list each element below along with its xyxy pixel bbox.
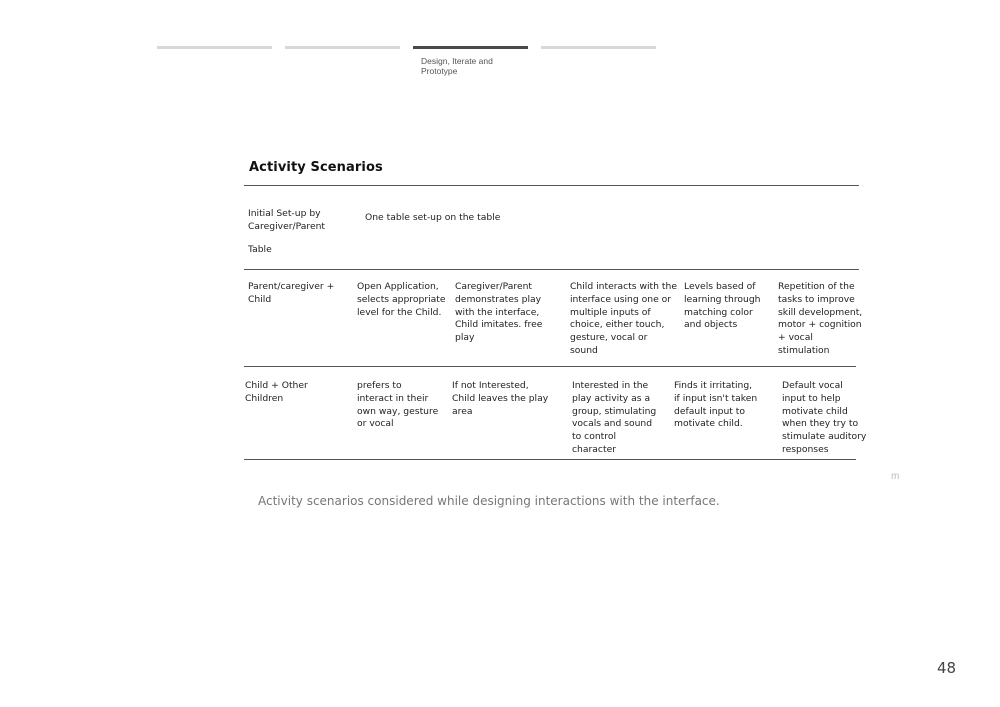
- setup-sublabel: Table: [248, 244, 272, 255]
- header-divider: [244, 185, 859, 186]
- stray-mark: m: [891, 471, 900, 482]
- row-actor: Parent/caregiver + Child: [248, 281, 335, 305]
- page-number: 48: [937, 659, 957, 677]
- row-step: Repetition of the tasks to improve skill development, motor + cognition + vocal stimulation: [778, 281, 863, 356]
- progress-step-label: Design, Iterate and Prototype: [421, 56, 493, 76]
- row-step: Caregiver/Parent demonstrates play with the interface, Child imitates. free play: [455, 281, 543, 344]
- row-divider-3: [244, 459, 856, 460]
- row-divider-2: [244, 366, 856, 367]
- row-step: Open Application, selects appropriate level for the Child.: [357, 281, 446, 318]
- section-title: Activity Scenarios: [249, 160, 383, 175]
- row-step: prefers to interact in their own way, gesture or vocal: [357, 380, 439, 430]
- setup-description: One table set-up on the table: [365, 212, 501, 223]
- figure-caption: Activity scenarios considered while designing interactions with the interface.: [258, 494, 720, 508]
- row-step: If not Interested, Child leaves the play area: [452, 380, 549, 417]
- row-step: Finds it irritating, if input isn't taken default input to motivate child.: [674, 380, 758, 430]
- progress-step-1[interactable]: [157, 46, 272, 49]
- row-step: Levels based of learning through matching color and objects: [684, 281, 761, 331]
- row-divider-1: [244, 269, 859, 270]
- row-step: Default vocal input to help motivate child when they try to stimulate auditory responses: [782, 380, 867, 455]
- row-step: Interested in the play activity as a group, stimulating vocals and sound to control character: [572, 380, 657, 455]
- setup-label: Initial Set-up by Caregiver/Parent: [248, 208, 326, 232]
- progress-step-4[interactable]: [541, 46, 656, 49]
- progress-step-2[interactable]: [285, 46, 400, 49]
- row-step: Child interacts with the interface using one or multiple inputs of choice, either touch, gesture, vocal or sound: [570, 281, 677, 356]
- progress-step-3-active[interactable]: [413, 46, 528, 49]
- row-actor: Child + Other Children: [245, 380, 308, 404]
